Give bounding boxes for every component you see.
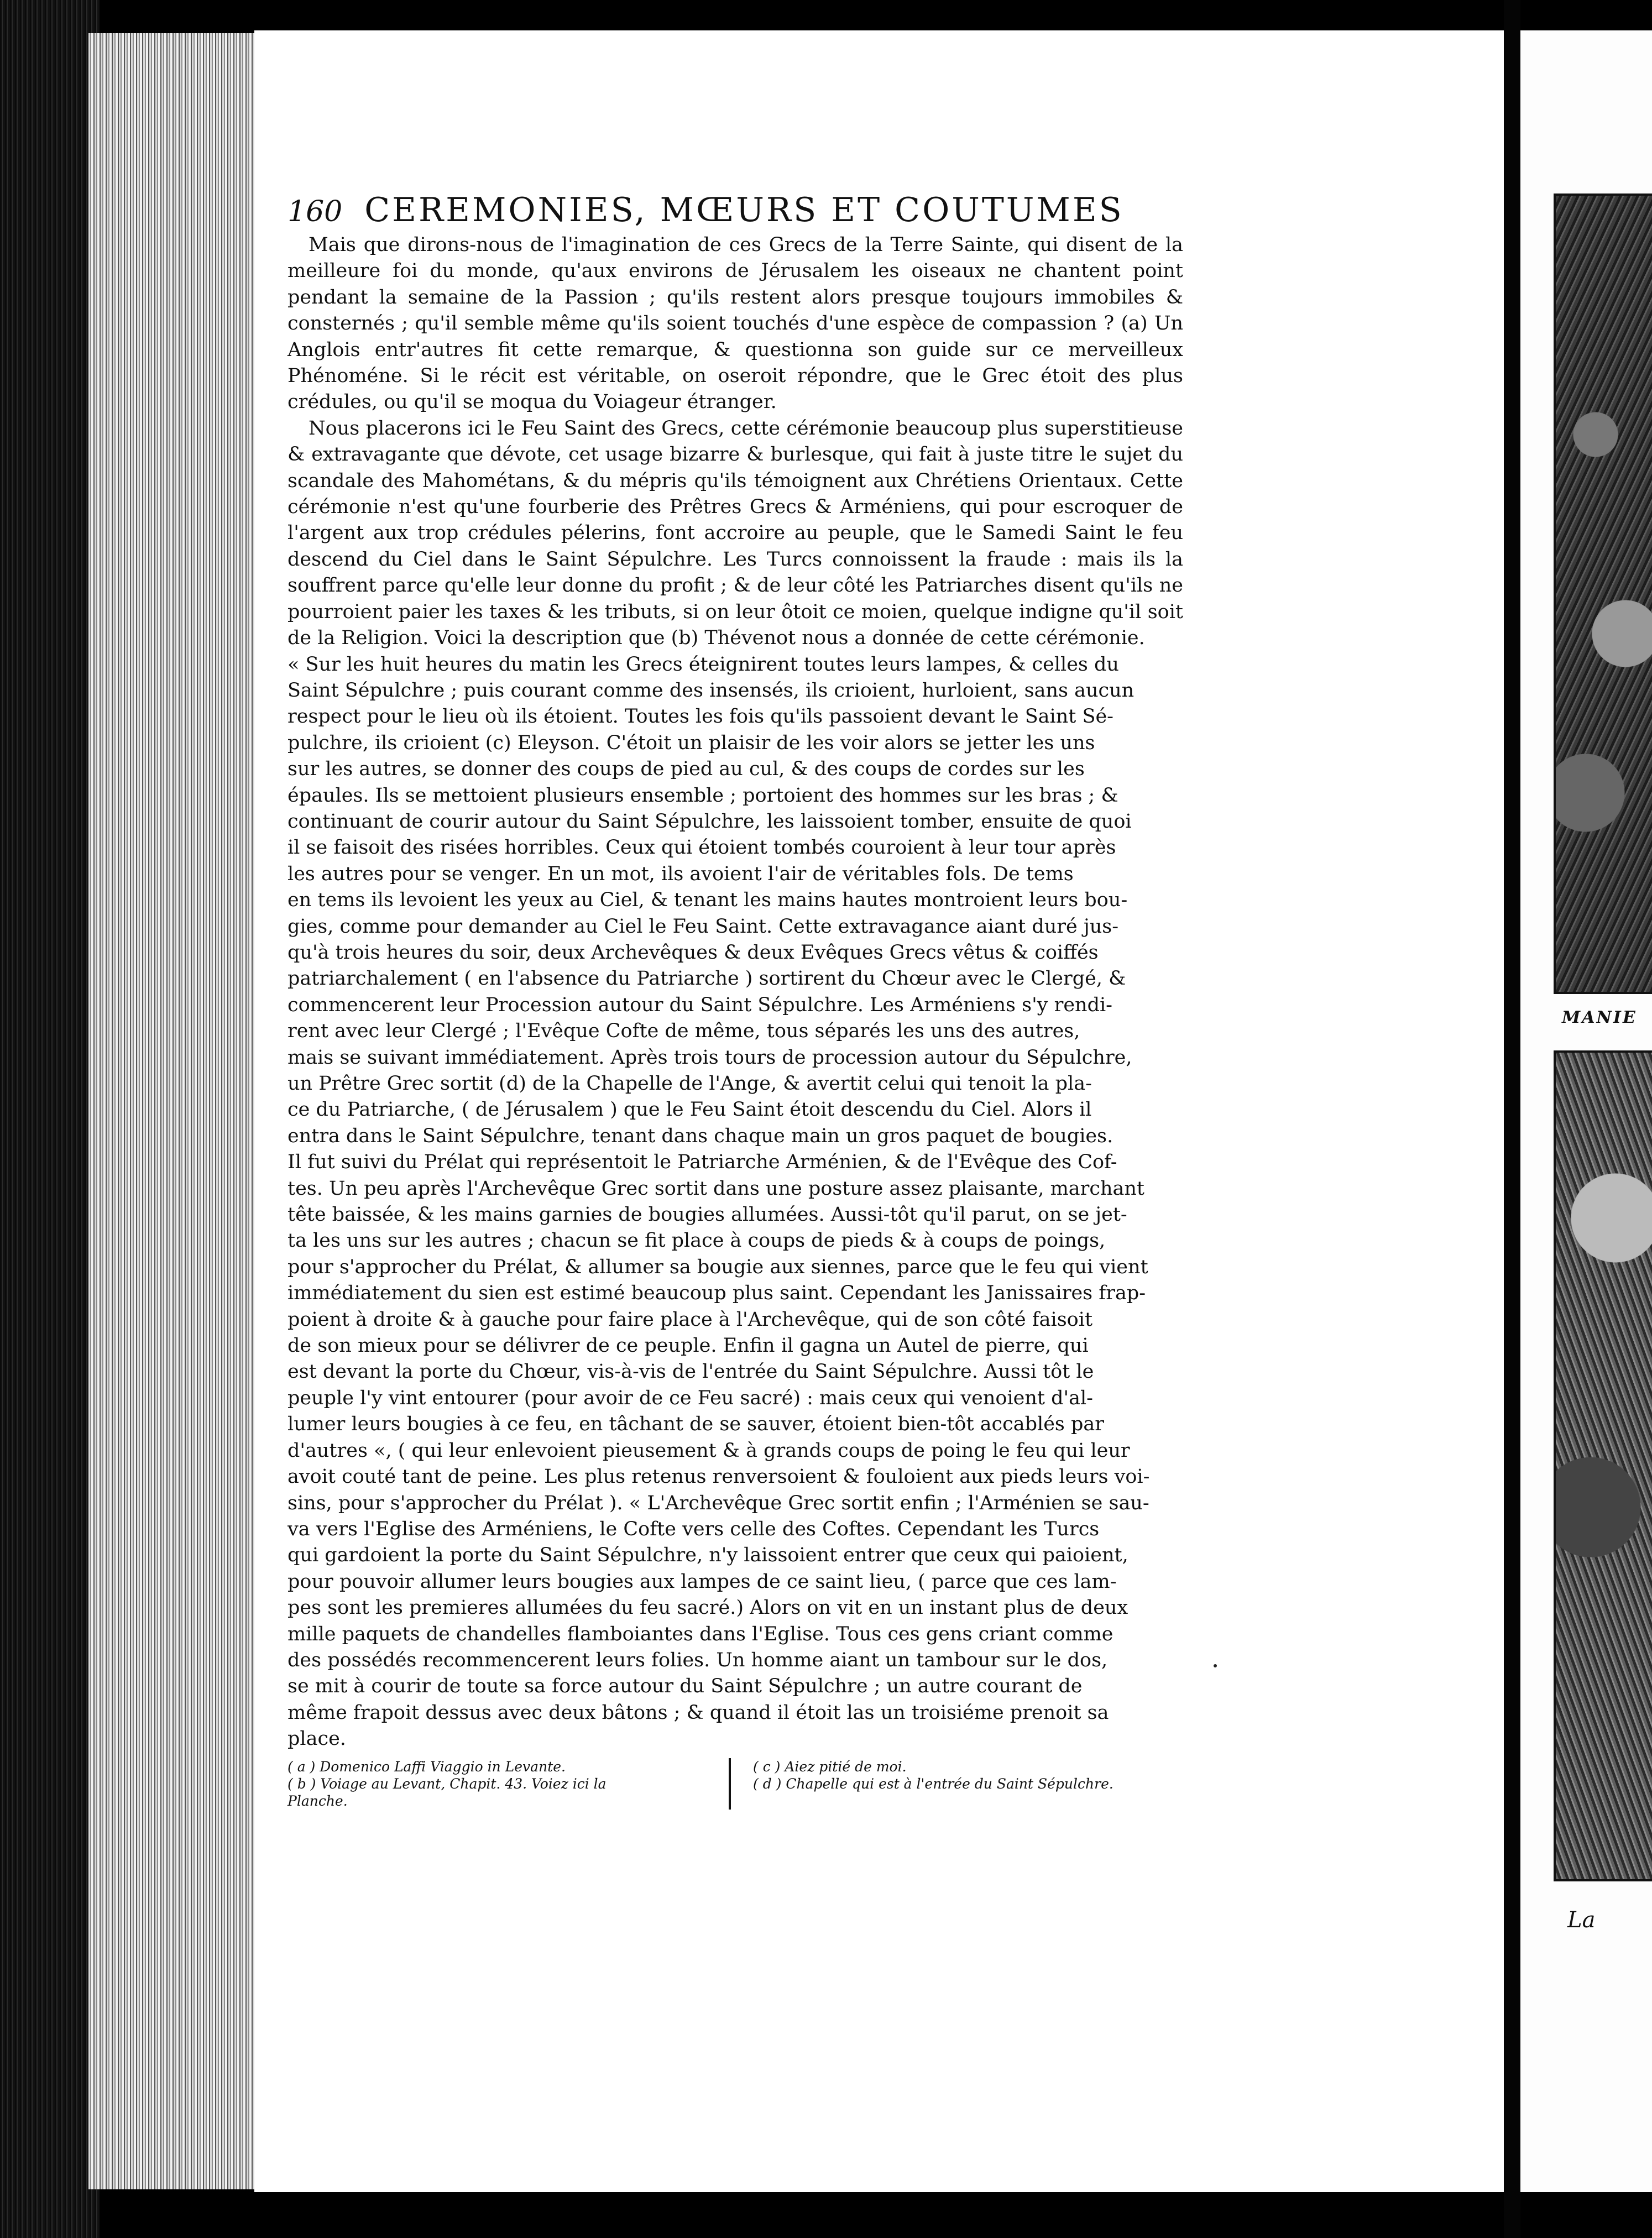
- quote-line: gies, comme pour demander au Ciel le Feu Saint. Cette extravagance aiant duré jus-: [287, 915, 1119, 938]
- paragraph-2: Nous placerons ici le Feu Saint des Grecs, cette cérémonie beaucoup plus superstitieuse & extravagante que dévote, cet usage bizarre & burlesque, qui fait à juste titre le sujet du scandale des Mahométans, & du mépris qu'ils témoignent aux Chrétiens Orientaux. Cette cérémonie n'est qu'une fourberie des Prêtres Grecs & Arméniens, qui pour escroquer de l'argent aux trop crédules pélerins, font accroire au peuple, que le Samedi Saint le feu descend du Ciel dans le Saint Sépulchre. Les Turcs connoissent la fraude : mais ils la souffrent parce qu'elle leur donne du profit ; & de leur côté les Patriarches disent qu'ils ne pourroient paier les taxes & les tributs, si on leur ôtoit ce moien, quelque indigne qu'il soit de la Religion. Voici la description que (b) Thévenot nous a donnée de cette cérémonie.: [287, 417, 1183, 650]
- page-number: 160: [287, 195, 343, 228]
- quote-line: sur les autres, se donner des coups de pied au cul, & des coups de cordes sur les: [287, 758, 1085, 781]
- quote-line: tes. Un peu après l'Archevêque Grec sortit dans une posture assez plaisante, marchant: [287, 1177, 1144, 1200]
- quote-line: immédiatement du sien est estimé beaucoup plus saint. Cependant les Janissaires frap-: [287, 1282, 1146, 1305]
- footnote-d: ( d ) Chapelle qui est à l'entrée du Saint Sépulchre.: [753, 1776, 1113, 1792]
- quote-line: ta les uns sur les autres ; chacun se fit place à coups de pieds & à coups de poings,: [287, 1230, 1106, 1252]
- quote-line: entra dans le Saint Sépulchre, tenant dans chaque main un gros paquet de bougies.: [287, 1125, 1113, 1147]
- quote-line: avoit couté tant de peine. Les plus retenus renversoient & fouloient aux pieds leurs voi-: [287, 1466, 1150, 1488]
- quote-line: mais se suivant immédiatement. Après trois tours de procession autour du Sépulchre,: [287, 1046, 1132, 1069]
- running-head: [287, 191, 1183, 231]
- quote-line: respect pour le lieu où ils étoient. Toutes les fois qu'ils passoient devant le Saint Sé-: [287, 705, 1113, 728]
- footnote-a: ( a ) Domenico Laffi Viaggio in Levante.: [287, 1759, 566, 1775]
- quote-line: poient à droite & à gauche pour faire place à l'Archevêque, qui de son côté faisoit: [287, 1308, 1093, 1331]
- footnotes: [287, 1758, 1183, 1810]
- quote-line: patriarchalement ( en l'absence du Patriarche ) sortirent du Chœur avec le Clergé, &: [287, 968, 1126, 990]
- quote-line: de son mieux pour se délivrer de ce peuple. Enfin il gagna un Autel de pierre, qui: [287, 1335, 1089, 1357]
- quote-line: les autres pour se venger. En un mot, ils avoient l'air de véritables fols. De tems: [287, 862, 1074, 885]
- quote-line: « Sur les huit heures du matin les Grecs éteignirent toutes leurs lampes, & celles du: [287, 653, 1119, 676]
- plate-caption-top: MANIE: [1562, 1008, 1637, 1027]
- quote-line: tête baissée, & les mains garnies de bougies allumées. Aussi-tôt qu'il parut, on se jet-: [287, 1204, 1127, 1226]
- quote-line: est devant la porte du Chœur, vis-à-vis de l'entrée du Saint Sépulchre. Aussi tôt le: [287, 1361, 1094, 1383]
- book-spine-edge: [0, 0, 100, 2238]
- footnote-b: ( b ) Voiage au Levant, Chapit. 43. Voiez ici la: [287, 1776, 607, 1792]
- quote-line: mille paquets de chandelles flamboiantes dans l'Eglise. Tous ces gens criant comme: [287, 1623, 1113, 1645]
- quote-line: un Prêtre Grec sortit (d) de la Chapelle de l'Ange, & avertit celui qui tenoit la pla-: [287, 1073, 1092, 1095]
- quote-line: pour s'approcher du Prélat, & allumer sa bougie aux siennes, parce que le feu qui vient: [287, 1256, 1148, 1278]
- page-body: [287, 191, 1183, 1753]
- footnotes-right: [729, 1758, 1183, 1810]
- quote-line: qu'à trois heures du soir, deux Archevêques & deux Evêques Grecs vêtus & coiffés: [287, 941, 1099, 964]
- footnote-c: ( c ) Aiez pitié de moi.: [753, 1759, 907, 1775]
- quote-line: même frapoit dessus avec deux bâtons ; & quand il étoit las un troisiéme prenoit sa: [287, 1701, 1109, 1724]
- quote-line: qui gardoient la porte du Saint Sépulchre, n'y laissoient entrer que ceux qui paioient,: [287, 1544, 1128, 1567]
- footnotes-left: [287, 1758, 718, 1810]
- quote-line: des possédés recommencerent leurs folies. Un homme aiant un tambour sur le dos,: [287, 1649, 1108, 1671]
- quote-line: épaules. Ils se mettoient plusieurs ensemble ; portoient des hommes sur les bras ; &: [287, 784, 1118, 807]
- quote-line: d'autres «, ( qui leur enlevoient pieusement & à grands coups de poing le feu qui leur: [287, 1439, 1130, 1462]
- quote-line: en tems ils levoient les yeux au Ciel, & tenant les mains hautes montroient leurs bou-: [287, 889, 1128, 912]
- quote-line: pes sont les premieres allumées du feu sacré.) Alors on vit en un instant plus de deux: [287, 1597, 1128, 1619]
- page-edges: [88, 33, 254, 2189]
- quote-line: sins, pour s'approcher du Prélat ). « L'Archevêque Grec sortit enfin ; l'Arménien se sau-: [287, 1492, 1149, 1514]
- quote-line: Il fut suivi du Prélat qui représentoit le Patriarche Arménien, & de l'Evêque des Cof-: [287, 1151, 1117, 1174]
- left-page: [254, 30, 1504, 2192]
- quote-line: Saint Sépulchre ; puis courant comme des insensés, ils crioient, hurloient, sans aucun: [287, 679, 1135, 702]
- quote-line: se mit à courir de toute sa force autour du Saint Sépulchre ; un autre courant de: [287, 1675, 1083, 1698]
- quote-line: lumer leurs bougies à ce feu, en tâchant de se sauver, étoient bien-tôt accablés par: [287, 1413, 1104, 1436]
- quote-line: place.: [287, 1728, 346, 1750]
- engraving-plate-top: [1554, 194, 1652, 994]
- quote-line: pour pouvoir allumer leurs bougies aux lampes de ce saint lieu, ( parce que ces lam-: [287, 1570, 1117, 1593]
- quoted-description: [287, 652, 1183, 1753]
- quote-line: va vers l'Eglise des Arméniens, le Cofte vers celle des Coftes. Cependant les Turcs: [287, 1518, 1100, 1540]
- book-gutter: [1504, 0, 1520, 2238]
- right-page: [1520, 30, 1652, 2192]
- quote-line: peuple l'y vint entourer (pour avoir de ce Feu sacré) : mais ceux qui venoient d'al-: [287, 1387, 1094, 1409]
- engraving-plate-bottom: [1554, 1050, 1652, 1881]
- quote-line: continuant de courir autour du Saint Sépulchre, les laissoient tomber, ensuite de quoi: [287, 810, 1132, 833]
- ink-speck: [1214, 1664, 1217, 1667]
- footnote-b-continued: Planche.: [287, 1793, 348, 1809]
- paragraph-1: Mais que dirons-nous de l'imagination de ces Grecs de la Terre Sainte, qui disent de la meilleure foi du monde, qu'aux environs de Jérusalem les oiseaux ne chantent point pendant la semaine de la Passion ; qu'ils restent alors presque toujours immobiles & consternés ; qu'il semble même qu'ils soient touchés d'une espèce de compassion ? (a) Un Anglois entr'autres fit cette remarque, & questionna son guide sur ce merveilleux Phénoméne. Si le récit est véritable, on oseroit répondre, que le Grec étoit des plus crédules, ou qu'il se moqua du Voiageur étranger.: [287, 234, 1183, 414]
- quote-line: pulchre, ils crioient (c) Eleyson. C'étoit un plaisir de les voir alors se jetter les uns: [287, 731, 1095, 754]
- quote-line: il se faisoit des risées horribles. Ceux qui étoient tombés couroient à leur tour après: [287, 836, 1116, 859]
- quote-line: commencerent leur Procession autour du Saint Sépulchre. Les Arméniens s'y rendi-: [287, 993, 1112, 1016]
- page-title: CEREMONIES, MŒURS ET COUTUMES: [364, 191, 1124, 229]
- quote-line: ce du Patriarche, ( de Jérusalem ) que le Feu Saint étoit descendu du Ciel. Alors il: [287, 1099, 1092, 1121]
- plate-caption-bottom: La: [1567, 1907, 1596, 1933]
- quote-line: rent avec leur Clergé ; l'Evêque Cofte de même, tous séparés les uns des autres,: [287, 1020, 1080, 1043]
